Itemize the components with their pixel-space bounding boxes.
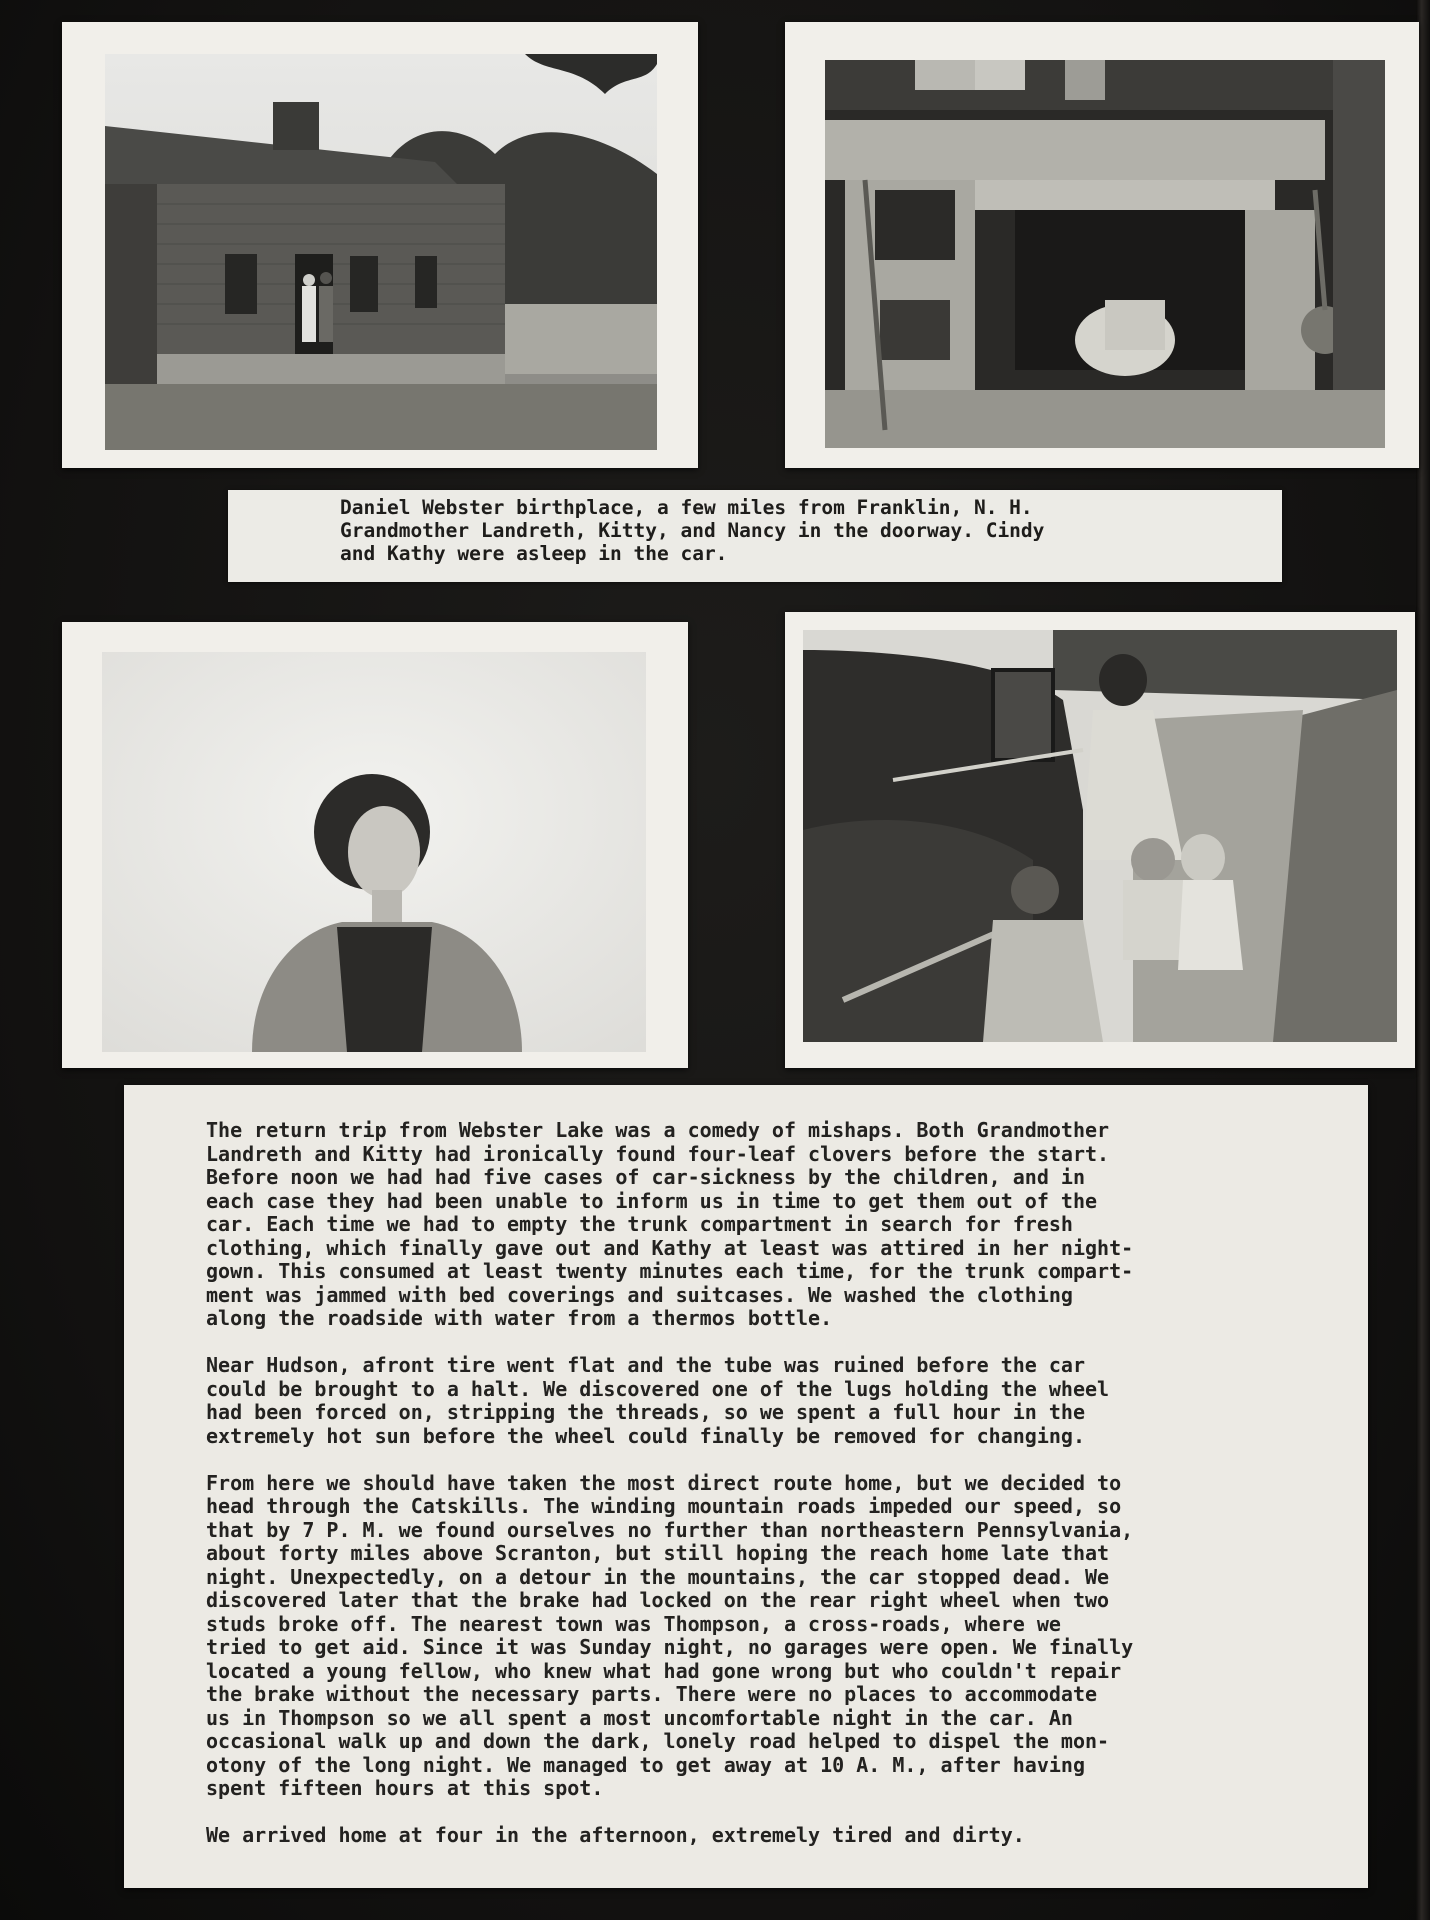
story-line: could be brought to a halt. We discovered one of the lugs holding the wheel [206,1376,1110,1401]
story-line: Landreth and Kitty had ironically found four-leaf clovers before the start. [206,1141,1110,1166]
story-line: otony of the long night. We managed to get away at 10 A. M., after having [206,1752,1085,1777]
story-line: We arrived home at four in the afternoon, extremely tired and dirty. [206,1823,1025,1847]
story-paragraph-4 [206,1824,1133,1848]
story-line: studs broke off. The nearest town was Thompson, a cross-roads, where we [206,1611,1061,1636]
photo-caption [228,490,1282,582]
story-line: car. Each time we had to empty the trunk compartment in search for fresh [206,1212,1073,1236]
story-line: Near Hudson, afront tire went flat and the tube was ruined before the car [206,1353,1085,1377]
trip-story-card [124,1085,1368,1888]
hearth-photo [785,22,1419,468]
webster-birthplace-photo [62,22,698,468]
story-line: ment was jammed with bed coverings and suitcases. We washed the clothing [206,1282,1073,1307]
story-line: Before noon we had had five cases of car-sickness by the children, and in [206,1165,1085,1189]
story-line: located a young fellow, who knew what had gone wrong but who couldn't repair [206,1658,1122,1683]
story-line: the brake without the necessary parts. There were no places to accommodate [206,1682,1098,1706]
story-paragraph-1 [206,1119,1133,1331]
story-line: head through the Catskills. The winding mountain roads impeded our speed, so [206,1494,1122,1518]
story-line: occasional walk up and down the dark, lonely road helped to dispel the mon- [206,1729,1110,1753]
story-line: gown. This consumed at least twenty minutes each time, for the trunk compart- [206,1259,1134,1283]
caption-line: Daniel Webster birthplace, a few miles from Franklin, N. H. [340,496,1033,519]
story-line: From here we should have taken the most direct route home, but we decided to [206,1470,1122,1495]
story-line: spent fifteen hours at this spot. [206,1776,604,1800]
story-line: discovered later that the brake had locked on the rear right wheel when two [206,1588,1110,1612]
story-line: tried to get aid. Since it was Sunday night, no garages were open. We finally [206,1635,1134,1659]
story-line: had been forced on, stripping the threads, so we spent a full hour in the [206,1400,1085,1424]
roadside-car-photo [785,612,1415,1068]
caption-line: and Kathy were asleep in the car. [340,542,728,565]
story-line: extremely hot sun before the wheel could finally be removed for changing. [206,1423,1085,1448]
story-paragraph-2 [206,1354,1133,1448]
story-line: The return trip from Webster Lake was a comedy of mishaps. Both Grandmother [206,1118,1110,1142]
story-line: each case they had been unable to inform us in time to get them out of the [206,1188,1098,1213]
story-line: us in Thompson so we all spent a most uncomfortable night in the car. An [206,1705,1073,1730]
woman-portrait-photo [62,622,688,1068]
story-line: clothing, which finally gave out and Kathy at least was attired in her night- [206,1235,1134,1260]
story-paragraph-3 [206,1472,1133,1801]
story-line: about forty miles above Scranton, but still hoping the reach home late that [206,1541,1110,1565]
story-line: along the roadside with water from a thermos bottle. [206,1306,833,1330]
caption-line: Grandmother Landreth, Kitty, and Nancy in the doorway. Cindy [340,519,1045,542]
story-line: night. Unexpectedly, on a detour in the mountains, the car stopped dead. We [206,1564,1110,1589]
story-line: that by 7 P. M. we found ourselves no further than northeastern Pennsylvania, [206,1517,1134,1542]
